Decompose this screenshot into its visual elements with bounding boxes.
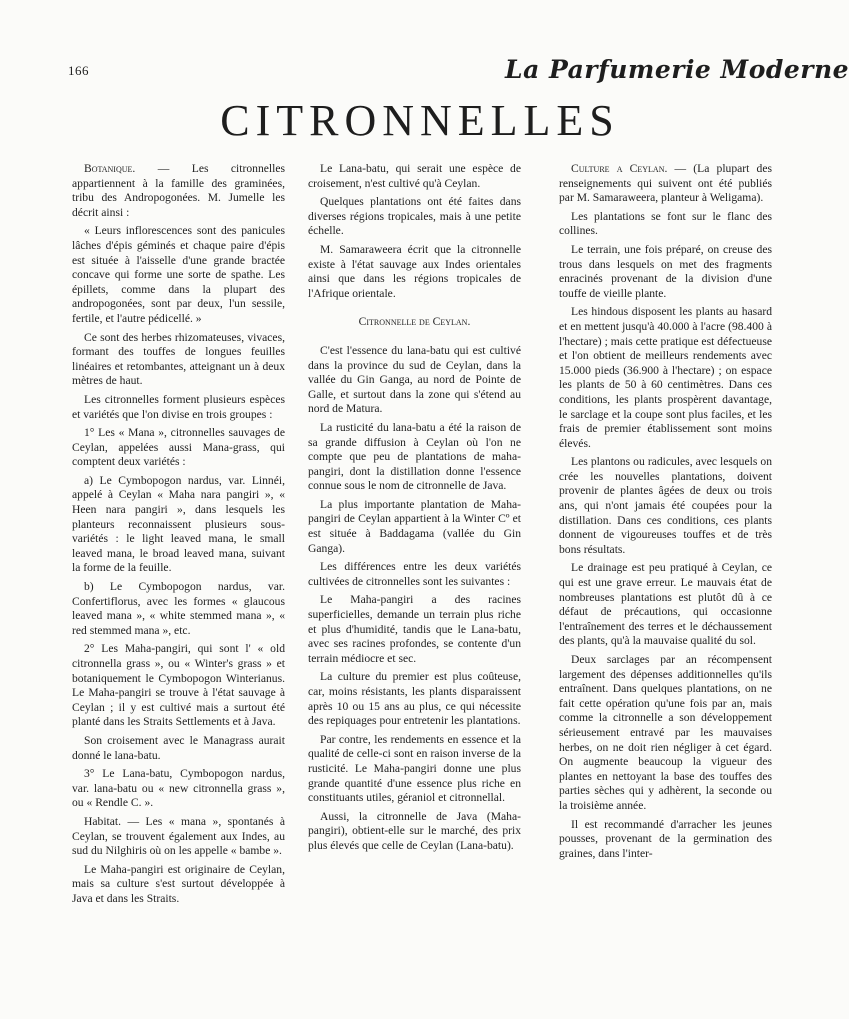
paragraph-text: Les plantons ou radicules, avec lesquels on crée les nouvelles plantations, doivent provenir de plantes âgées de deux ou trois ans, qui n'ont jamais été coupées pour la distillation. Dans ces conditions, ces plants donnent de vigoureuses touffes et de très bons résultats.: [559, 455, 772, 556]
paragraph: [72, 863, 285, 907]
paragraph-text: Le Lana-batu, qui serait une espèce de croisement, n'est cultivé qu'à Ceylan.: [308, 162, 521, 190]
paragraph-text: Quelques plantations ont été faites dans diverses régions tropicales, mais à une petite échelle.: [308, 195, 521, 238]
paragraph-text: Son croisement avec le Managrass aurait donné le lana-batu.: [72, 733, 285, 762]
paragraph-text: Les hindous disposent les plants au hasard et en mettent jusqu'à 40.000 à l'acre (98.400 à l'hectare) ; mais cette pratique est défectueuse et l'on obtient de meilleurs rendements avec 15.000 pieds (36.900 à l'hectare) ; on espace les plants de 50 à 60 centimètres. Dans ces conditions, les plants prospèrent davantage, le sarclage et la coupe sont plus faciles, et les frais de premier établissement sont moins élevés.: [559, 305, 772, 450]
paragraph: [308, 810, 521, 854]
paragraph-text: Il est recommandé d'arracher les jeunes pousses, provenant de la germination des graines, dans l'inter-: [559, 817, 772, 860]
paragraph-text: 2° Les Maha-pangiri, qui sont l' « old citronnella grass », ou « Winter's grass » et botaniquement le Cymbopogon Winterianus. Le Maha-pangiri se trouve à l'état sauvage à Ceylan ; il y est cultivé mais a surtout été planté dans les Straits Settlements et à Java.: [72, 642, 285, 729]
paragraph-text: b) Le Cymbopogon nardus, var. Confertiflorus, avec les formes « glaucous leaved mana », « white stemmed mana », « red stemmed mana », etc.: [72, 580, 285, 637]
paragraph: [72, 162, 285, 220]
paragraph: [72, 426, 285, 470]
paragraph-text: La culture du premier est plus coûteuse, car, moins résistants, les plants disparaissent après 10 ou 15 ans au plus, ce qui nécessite des repiquages pour entretenir les plantations.: [308, 670, 521, 728]
section-heading: Citronnelle de Ceylan.: [358, 315, 471, 329]
article-title: CITRONNELLES: [220, 96, 620, 145]
paragraph: [308, 670, 521, 728]
paragraph: [559, 210, 772, 239]
paragraph: [72, 224, 285, 326]
paragraph-lead: Botanique.: [84, 162, 136, 175]
paragraph: [72, 815, 285, 859]
paragraph-text: Ce sont des herbes rhizomateuses, vivaces, formant des touffes de longues feuilles linéaires et retombantes, atteignant un à deux mètres de haut.: [72, 330, 285, 388]
paragraph-text: Par contre, les rendements en essence et la qualité de celle-ci sont en raison inverse de la rusticité. Le Maha-pangiri donne une plus grande quantité d'une essence plus riche en constituants utiles, géraniol et citronnellal.: [308, 732, 521, 805]
paragraph: [72, 474, 285, 576]
paragraph: [308, 344, 521, 417]
paragraph-text: — Les citronnelles appartiennent à la famille des graminées, tribu des Andropogonées. M. Jumelle les décrit ainsi :: [72, 162, 285, 219]
paragraph-text: a) Le Cymbopogon nardus, var. Linnéi, appelé à Ceylan « Maha nara pangiri », « Heen nara pangiri », dans lesquels les planteurs reconnaissent plusieurs sous-variétés : le light leaved mana, le small leaved mana, le broad leaved mana, suivant la forme de la feuille.: [72, 473, 285, 575]
journal-title: La Parfumerie Moderne: [505, 55, 849, 84]
paragraph-text: 1° Les « Mana », citronnelles sauvages de Ceylan, appelées aussi Mana-grass, qui comptent deux variétés :: [72, 426, 285, 469]
paragraph: [559, 653, 772, 814]
paragraph: [308, 560, 521, 589]
paragraph-text: M. Samaraweera écrit que la citronnelle existe à l'état sauvage aux Indes orientales ainsi que dans les régions tropicales de l'Afrique orientale.: [308, 242, 521, 300]
page-number: 166: [68, 63, 89, 78]
paragraph-text: Les différences entre les deux variétés cultivées de citronnelles sont les suivantes :: [308, 560, 521, 588]
column-3: [559, 162, 772, 962]
paragraph: [308, 421, 521, 494]
paragraph-text: La plus importante plantation de Maha-pangiri de Ceylan appartient à la Winter Cº et est située à Baddagama (vallée du Gin Ganga).: [308, 497, 521, 555]
paragraph: [72, 767, 285, 811]
paragraph-text: La rusticité du lana-batu a été la raison de sa grande diffusion à Ceylan où l'on ne compte que peu de plantations de maha-pangiri, dont la distillation donne l'essence connue sous le nom de citronnelle de Java.: [308, 420, 521, 493]
paragraph: [559, 162, 772, 206]
paragraph-text: Aussi, la citronnelle de Java (Maha-pangiri), obtient-elle sur le marché, des prix plus élevés que celle de Ceylan (Lana-batu).: [308, 809, 521, 852]
paragraph-text: Les plantations se font sur le flanc des collines.: [559, 209, 772, 238]
paragraph: [559, 818, 772, 862]
article-body: [72, 162, 772, 967]
paragraph: [559, 455, 772, 557]
paragraph: [72, 393, 285, 422]
paragraph-text: Habitat. — Les « mana », spontanés à Ceylan, se trouvent également aux Indes, au sud du Nilghiris où on les appelle « bambe ».: [72, 814, 285, 858]
paragraph-text: Le terrain, une fois préparé, on creuse des trous dans lesquels on met des fragments enracinés provenant de la division d'une touffe de vieille plante.: [559, 242, 772, 300]
paragraph: [72, 331, 285, 389]
paragraph: [72, 642, 285, 730]
paragraph: [308, 733, 521, 806]
paragraph: [308, 162, 521, 191]
paragraph-text: Le Maha-pangiri a des racines superficielles, demande un terrain plus riche et plus d'humidité, tandis que le Lana-batu, avec ses racines profondes, se contente d'un terrain médiocre et sec.: [308, 593, 521, 665]
paragraph: [559, 305, 772, 451]
paragraph-text: Les citronnelles forment plusieurs espèces et variétés que l'on divise en trois groupes :: [72, 392, 285, 421]
paragraph-text: — (La plupart des renseignements qui suivent ont été publiés par M. Samaraweera, planteur à Weligama).: [559, 162, 772, 205]
paragraph-text: Le drainage est peu pratiqué à Ceylan, ce qui est une grave erreur. Le mauvais état de nombreuses plantations est plutôt dû à ce défaut de précautions, qui occasionne l'entraînement des terres et le déchaussement des plants, qu'à la mauvaise qualité du sol.: [559, 561, 772, 648]
column-2: [308, 162, 521, 962]
paragraph-text: C'est l'essence du lana-batu qui est cultivé dans la province du sud de Ceylan, dans la vallée du Gin Ganga, au nord de Pointe de Galle, et surtout dans la zone qui s'étend au nord de Matura.: [308, 343, 521, 416]
paragraph: [308, 243, 521, 301]
paragraph: [72, 580, 285, 638]
paragraph: [308, 498, 521, 556]
paragraph: [559, 561, 772, 649]
paragraph-lead: Culture a Ceylan.: [571, 162, 668, 175]
paragraph-text: Deux sarclages par an récompensent largement des dépenses additionnelles qu'ils entraînent. Dans quelques plantations, on ne fait cette opération qu'une fois par an, mais comme la citronnelle a son développement sérieusement entravé par les mauvaises herbes, on ne doit rien négliger à cet égard. On augmente beaucoup la vigueur des plantes en nettoyant la base des touffes des parties sèches qui y adhèrent, la seconde ou la troisième année.: [559, 653, 772, 812]
column-1: [72, 162, 285, 962]
paragraph-text: 3° Le Lana-batu, Cymbopogon nardus, var. lana-batu ou « new citronnella grass », ou « Rendle C. ».: [72, 767, 285, 810]
paragraph: [72, 734, 285, 763]
paragraph: [308, 195, 521, 239]
paragraph-text: « Leurs inflorescences sont des panicules lâches d'épis géminés et chaque paire d'épis est située à l'aisselle d'une grande bractée concave qui forme une sorte de spathe. Les épillets, comme dans la plupart des andropogonées, sont par deux, l'un sessile, fertile, et l'autre pédicellé. »: [72, 224, 285, 325]
paragraph-text: Le Maha-pangiri est originaire de Ceylan, mais sa culture s'est surtout développée à Java et dans les Straits.: [72, 862, 285, 905]
paragraph: [559, 243, 772, 301]
paragraph: [308, 593, 521, 666]
